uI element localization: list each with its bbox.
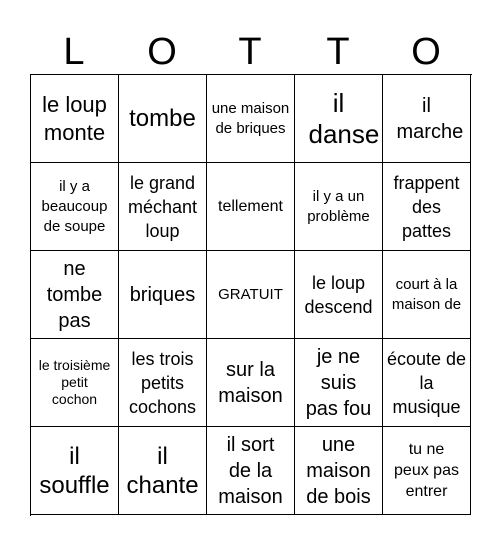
grid-cell[interactable] xyxy=(383,251,471,339)
cell-text: les trois petits cochons xyxy=(128,348,197,417)
title-letter: O xyxy=(411,31,441,73)
grid-cell[interactable] xyxy=(383,427,471,515)
cell-text: le grand méchant loup xyxy=(127,172,198,241)
grid-cell[interactable] xyxy=(119,339,207,427)
title-letter: O xyxy=(147,31,177,73)
cell-text: tu ne peux pas entrer xyxy=(394,441,459,500)
cell-text: tellement xyxy=(218,198,283,215)
cell-text: je ne suis pas fou xyxy=(305,345,372,420)
grid-cell[interactable] xyxy=(31,163,119,251)
grid-cell[interactable] xyxy=(31,251,119,339)
grid-cell[interactable] xyxy=(295,75,383,163)
grid-cell[interactable] xyxy=(295,427,383,515)
cell-text: le loup monte xyxy=(42,91,107,145)
cell-text: sur la maison xyxy=(218,358,283,407)
cell-text: le loup descend xyxy=(304,272,373,317)
grid-cell[interactable] xyxy=(119,251,207,339)
cell-text: il marche xyxy=(396,94,464,143)
grid-cell[interactable] xyxy=(207,251,295,339)
grid-cell[interactable] xyxy=(207,427,295,515)
cell-text: il sort de la maison xyxy=(218,433,283,508)
grid-cell[interactable] xyxy=(295,251,383,339)
cell-text: GRATUIT xyxy=(218,285,283,303)
title-letter: T xyxy=(238,31,262,73)
grid-cell[interactable] xyxy=(119,427,207,515)
grid-cell[interactable] xyxy=(383,339,471,427)
cell-text: ne tombe pas xyxy=(46,257,103,332)
cell-text: il chante xyxy=(126,442,199,499)
cell-text: il danse xyxy=(308,87,380,149)
cell-text: écoute de la musique xyxy=(386,348,467,417)
grid-cell[interactable] xyxy=(207,163,295,251)
cell-text: une maison de bois xyxy=(306,433,371,508)
grid-cell[interactable] xyxy=(295,163,383,251)
cell-text: frappent des pattes xyxy=(393,172,460,241)
grid-cell[interactable] xyxy=(207,75,295,163)
cell-text: il y a beaucoup de soupe xyxy=(41,177,108,235)
grid-cell[interactable] xyxy=(207,339,295,427)
grid-cell[interactable] xyxy=(119,75,207,163)
lotto-grid xyxy=(30,74,472,516)
grid-cell[interactable] xyxy=(383,163,471,251)
title-letter: T xyxy=(326,31,350,73)
grid-cell[interactable] xyxy=(119,163,207,251)
cell-text: tombe xyxy=(129,105,196,132)
cell-text: il y a un problème xyxy=(307,187,370,225)
grid-cell[interactable] xyxy=(31,427,119,515)
cell-text: court à la maison de xyxy=(391,275,462,313)
cell-text: briques xyxy=(129,283,196,306)
grid-cell[interactable] xyxy=(295,339,383,427)
cell-text: une maison de briques xyxy=(211,99,290,137)
title-letter: L xyxy=(63,31,85,73)
cell-text: le troisième petit cochon xyxy=(38,357,111,407)
grid-cell[interactable] xyxy=(383,75,471,163)
lotto-title xyxy=(30,30,470,74)
grid-cell[interactable] xyxy=(31,339,119,427)
cell-text: il souffle xyxy=(39,442,110,499)
grid-cell[interactable] xyxy=(31,75,119,163)
